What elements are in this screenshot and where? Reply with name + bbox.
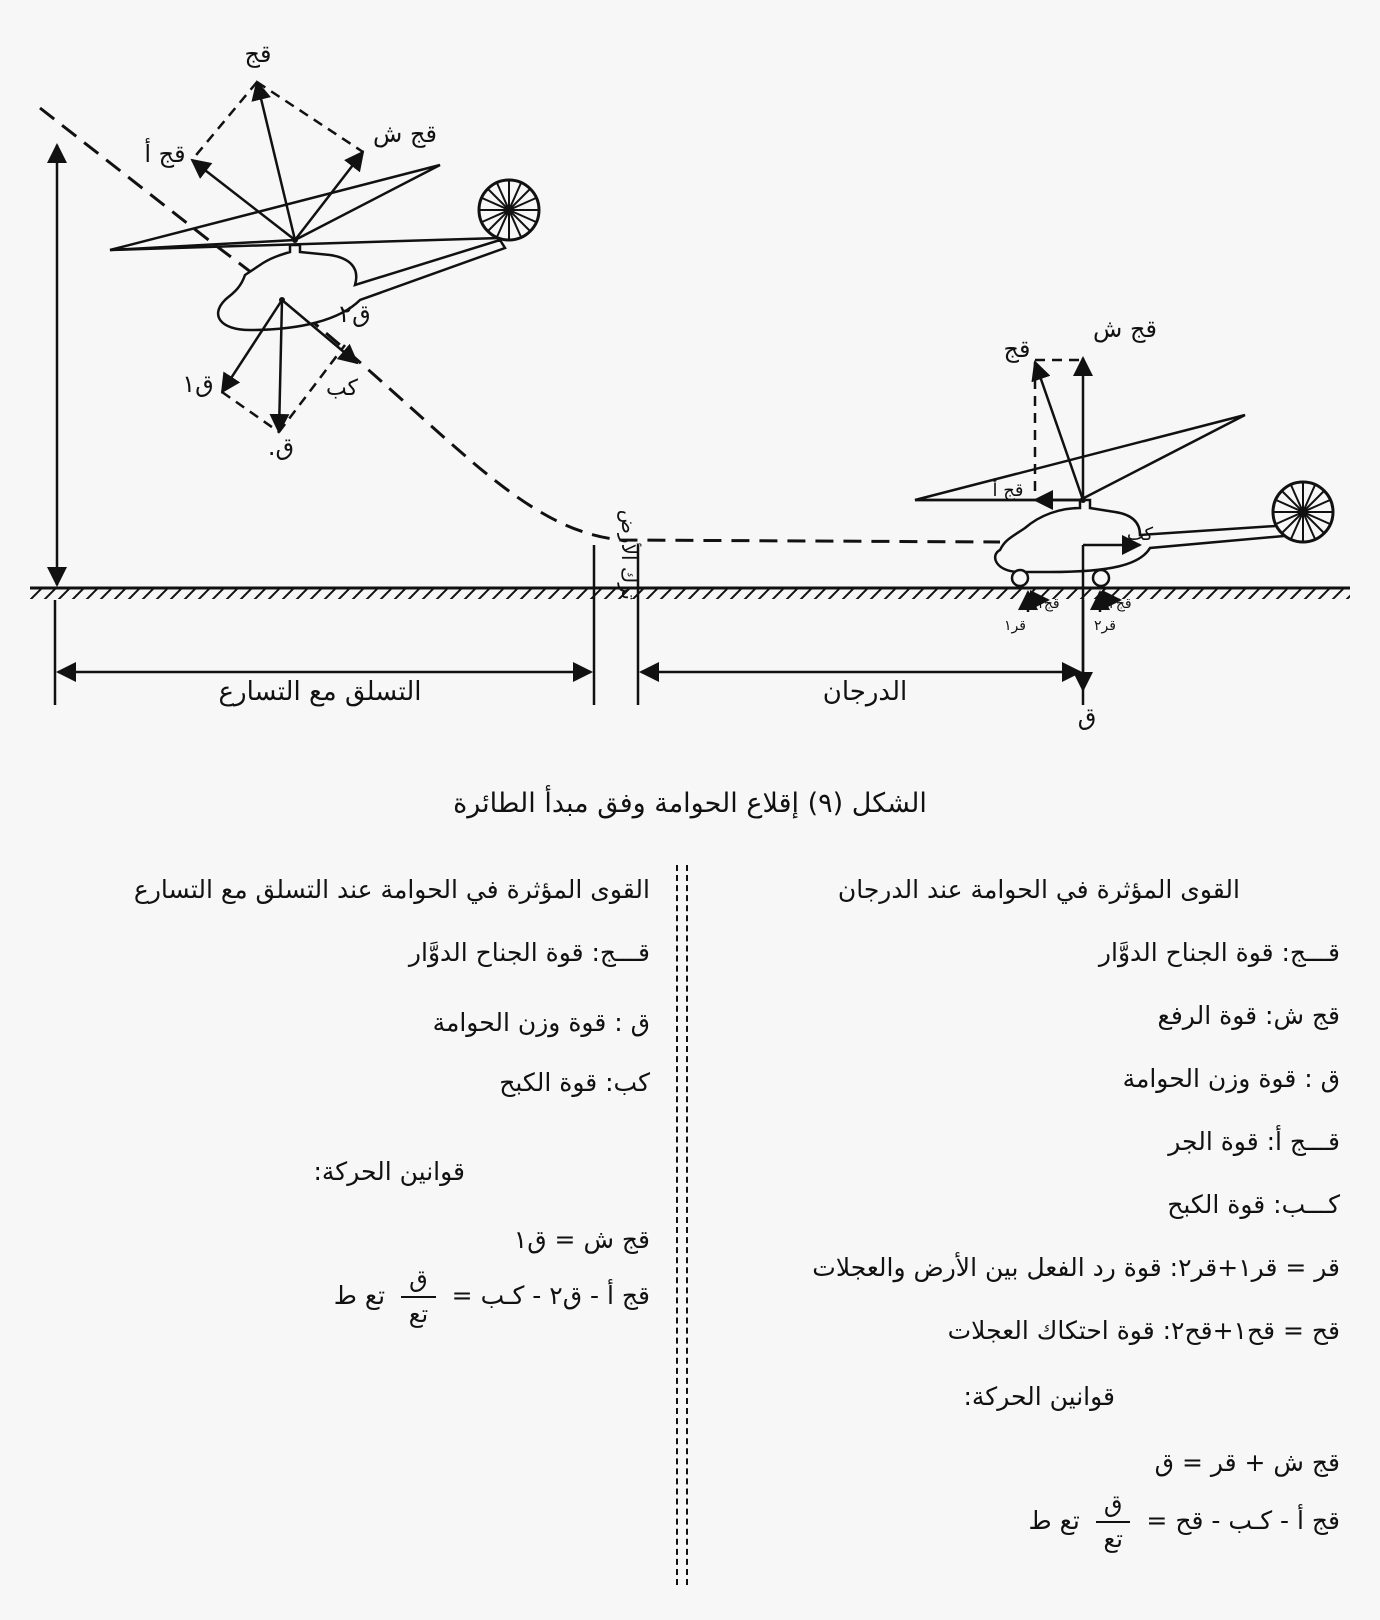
label-taxi-weight: ق xyxy=(1077,703,1097,731)
segment-label-liftoff: ترك الأرض xyxy=(617,509,641,600)
taxi-force-item: قر = قر١+قر٢: قوة رد الفعل بين الأرض والعجلات xyxy=(812,1253,1340,1282)
climb-force-item: قـــج: قوة الجناح الدوَّار xyxy=(408,938,650,967)
label-climb-q2: ق٢ xyxy=(339,300,371,328)
label-taxi-react2: قر٢ xyxy=(1094,618,1116,634)
label-taxi-lift: قج ش xyxy=(1093,315,1157,343)
fraction-denominator: تع xyxy=(1103,1524,1123,1553)
taxi-forces-panel xyxy=(700,0,1340,1620)
climb-equation-1: قج ش = ق١ xyxy=(513,1225,650,1254)
climb-force-item: ق : قوة وزن الحوامة xyxy=(432,1008,650,1037)
taxi-equation-2 xyxy=(1029,1490,1340,1554)
label-taxi-fric1: قج١ xyxy=(1036,596,1060,612)
label-taxi-react1: قر١ xyxy=(1004,618,1026,634)
label-taxi-fric2: قج٢ xyxy=(1108,596,1132,612)
label-taxi-traction: قج أ xyxy=(992,480,1024,501)
label-climb-drag: كب xyxy=(325,376,359,401)
taxi-force-item: قـــج: قوة الجناح الدوَّار xyxy=(1098,938,1340,967)
eq-left: قج أ - كـب - قح = xyxy=(1146,1505,1340,1535)
fraction-numerator: ق xyxy=(1096,1490,1131,1523)
climb-forces-title: القوى المؤثرة في الحوامة عند التسلق مع التسارع xyxy=(133,875,650,904)
label-climb-weight: ق. xyxy=(267,433,295,461)
taxi-equation-1: قج ش + قر = ق xyxy=(1154,1448,1340,1477)
eq-right: تع ط xyxy=(1028,1505,1080,1535)
label-taxi-drag: كب xyxy=(1126,524,1154,545)
climb-forces-panel xyxy=(10,0,650,1620)
label-climb-traction: قج أ xyxy=(144,140,186,168)
climb-laws-title: قوانين الحركة: xyxy=(313,1157,465,1186)
climb-equation-2 xyxy=(334,1265,650,1329)
taxi-forces-title: القوى المؤثرة في الحوامة عند الدرجان xyxy=(837,875,1240,904)
label-climb-q1: ق١ xyxy=(182,370,214,398)
eq-right: تع ط xyxy=(333,1280,386,1310)
label-climb-rotor-force: قج xyxy=(244,40,272,68)
taxi-force-item: قح = قح١+قح٢: قوة احتكاك العجلات xyxy=(947,1316,1340,1345)
taxi-force-item: كـــب: قوة الكبح xyxy=(1167,1190,1340,1219)
fraction xyxy=(401,1265,436,1329)
taxi-force-item: قـــج أ: قوة الجر xyxy=(1168,1127,1340,1156)
climb-force-item: كب: قوة الكبح xyxy=(499,1068,650,1097)
fraction xyxy=(1096,1490,1131,1554)
fraction-numerator: ق xyxy=(401,1265,436,1298)
segment-label-climb: التسلق مع التسارع xyxy=(218,677,422,707)
label-climb-lift: قج ش xyxy=(373,120,437,148)
figure-caption: الشكل (٩) إقلاع الحوامة وفق مبدأ الطائرة xyxy=(453,788,927,819)
taxi-force-item: ق : قوة وزن الحوامة xyxy=(1122,1064,1340,1093)
fraction-denominator: تع xyxy=(408,1299,429,1328)
eq-left: قج أ - ق٢ - كـب = xyxy=(451,1280,650,1310)
label-taxi-rotor-force: قج xyxy=(1003,335,1031,363)
taxi-force-item: قج ش: قوة الرفع xyxy=(1157,1001,1340,1030)
column-divider xyxy=(676,865,688,1585)
taxi-laws-title: قوانين الحركة: xyxy=(963,1382,1115,1411)
segment-label-taxi: الدرجان xyxy=(822,677,908,707)
